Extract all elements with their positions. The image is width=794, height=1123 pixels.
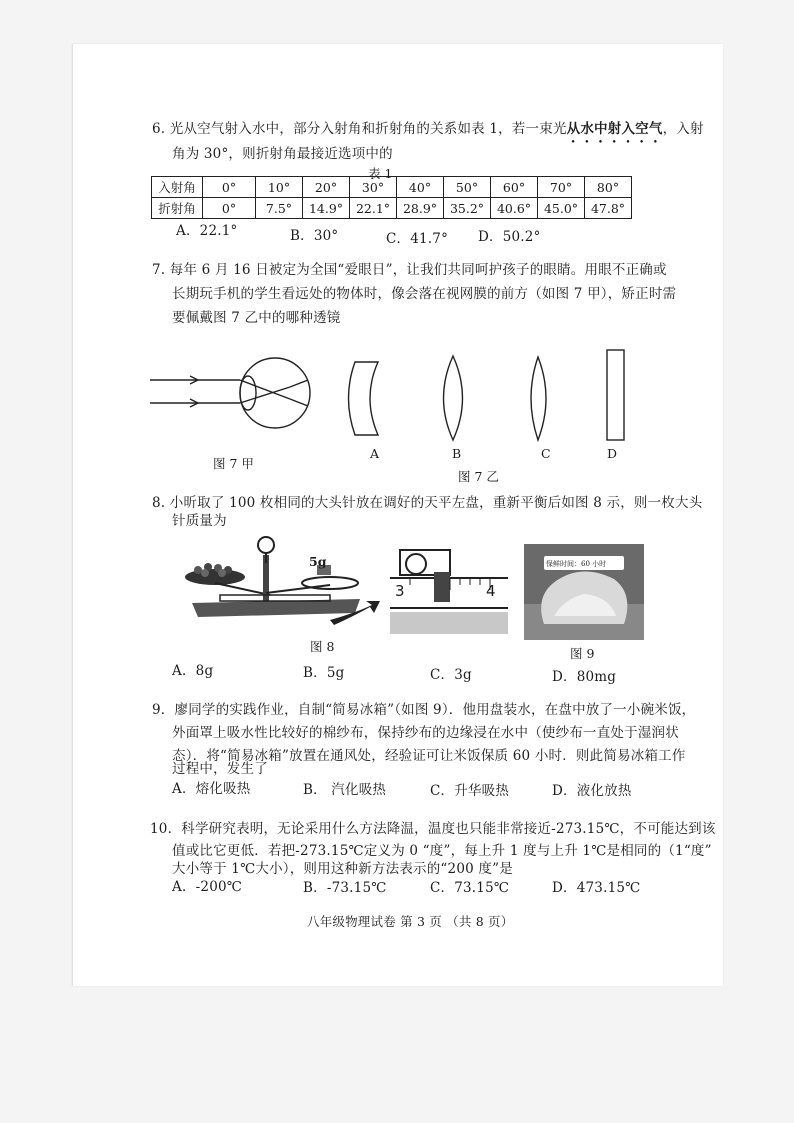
q9-line1: 9．廖同学的实践作业，自制“简易冰箱”（如图 9）．他用盘装水，在盘中放了一小碗米饭， (152, 702, 696, 718)
q10-option-b[interactable]: B．-73.15℃ (303, 880, 387, 896)
q10-option-d[interactable]: D．473.15℃ (552, 880, 641, 896)
scale-label-3: 3 (395, 582, 405, 600)
q8-option-b[interactable]: B．5g (303, 665, 345, 681)
q9-line3: 态）．将“简易冰箱”放置在通风处，经验证可让米饭保质 60 小时．则此简易冰箱工作 (172, 748, 686, 764)
q9-option-b[interactable]: B． 汽化吸热 (303, 782, 387, 798)
q9-option-c[interactable]: C．升华吸热 (430, 783, 510, 799)
q6-option-a[interactable]: A．22.1° (176, 223, 238, 239)
q8-line1: 8. 小昕取了 100 枚相同的大头针放在调好的天平左盘，重新平衡后如图 8 示，则一枚大头 (152, 495, 703, 511)
q10-line2: 值或比它更低．若把-273.15℃定义为 0 “度”，每上升 1 度与上升 1℃是相同的（1“度” (172, 843, 712, 859)
q6-line1: 6. 光从空气射入水中，部分入射角和折射角的关系如表 1，若一束光从水中射入空气，入射 (152, 121, 704, 137)
table-caption: 表 1 (368, 166, 393, 181)
fig7-left-caption: 图 7 甲 (213, 456, 254, 471)
fig9-caption-text: 图 9 (570, 646, 595, 661)
lens-d[interactable] (607, 350, 624, 440)
angle-table (151, 176, 632, 219)
table-row: 折射角 0° 7.5° 14.9° 22.1° 28.9° 35.2° 40.6° 45.0° 47.8° (152, 198, 632, 219)
q9-line4: 过程中，发生了 (172, 761, 268, 777)
q9-option-d[interactable]: D．液化放热 (552, 783, 632, 799)
q6-line2: 角为 30°，则折射角最接近选项中的 (172, 146, 393, 162)
q9-line2: 外面罩上吸水性比较好的棉纱布，保持纱布的边缘浸在水中（使纱布一直处于湿润状 (172, 725, 679, 741)
lens-label-c: C (541, 446, 551, 461)
q10-line1: 10．科学研究表明，无论采用什么方法降温，温度也只能非常接近-273.15℃，不可能达到该 (150, 821, 716, 837)
lens-c[interactable] (531, 357, 546, 440)
table-row: 入射角 0° 10° 20° 30° 40° 50° 60° 70° 80° (152, 177, 632, 198)
scale-label-4: 4 (486, 582, 496, 600)
figure-7 (150, 340, 650, 470)
balance-illustration (180, 535, 380, 635)
q6-option-c[interactable]: C．41.7° (386, 231, 449, 247)
q8-option-d[interactable]: D．80mg (552, 669, 617, 685)
lens-label-b: B (452, 446, 462, 461)
weight-label: 5g (309, 554, 327, 569)
q8-line2: 针质量为 (172, 513, 227, 529)
q8-option-a[interactable]: A．8g (172, 663, 214, 679)
q10-option-c[interactable]: C．73.15℃ (430, 880, 510, 896)
lens-b[interactable] (444, 356, 463, 440)
lens-label-d: D (607, 446, 618, 461)
q7-line2: 长期玩手机的学生看远处的物体时，像会落在视网膜的前方（如图 7 甲），矫正时需 (172, 286, 677, 302)
q10-line3: 大小等于 1℃大小），则用这种新方法表示的“200 度”是 (172, 861, 513, 877)
q6-option-d[interactable]: D．50.2° (478, 229, 541, 245)
fig8-caption: 图 8 (310, 639, 335, 654)
lens-a[interactable] (349, 362, 379, 435)
q10-option-a[interactable]: A．-200℃ (172, 879, 243, 895)
lens-label-a: A (370, 446, 380, 461)
q6-option-b[interactable]: B．30° (290, 228, 339, 244)
eye-diagram (150, 358, 310, 428)
q8-option-c[interactable]: C．3g (430, 667, 472, 683)
q7-line1: 7. 每年 6 月 16 日被定为全国“爱眼日”，让我们共同呵护孩子的眼睛。用眼不正确或 (152, 262, 667, 278)
fig7-right-caption: 图 7 乙 (458, 469, 499, 484)
q9-option-a[interactable]: A．熔化吸热 (172, 781, 251, 797)
q7-line3: 要佩戴图 7 乙中的哪种透镜 (172, 310, 341, 326)
page-footer: 八年级物理试卷 第 3 页 （共 8 页） (307, 914, 514, 929)
photo-label: 保鲜时间：60 小时 (546, 560, 607, 568)
